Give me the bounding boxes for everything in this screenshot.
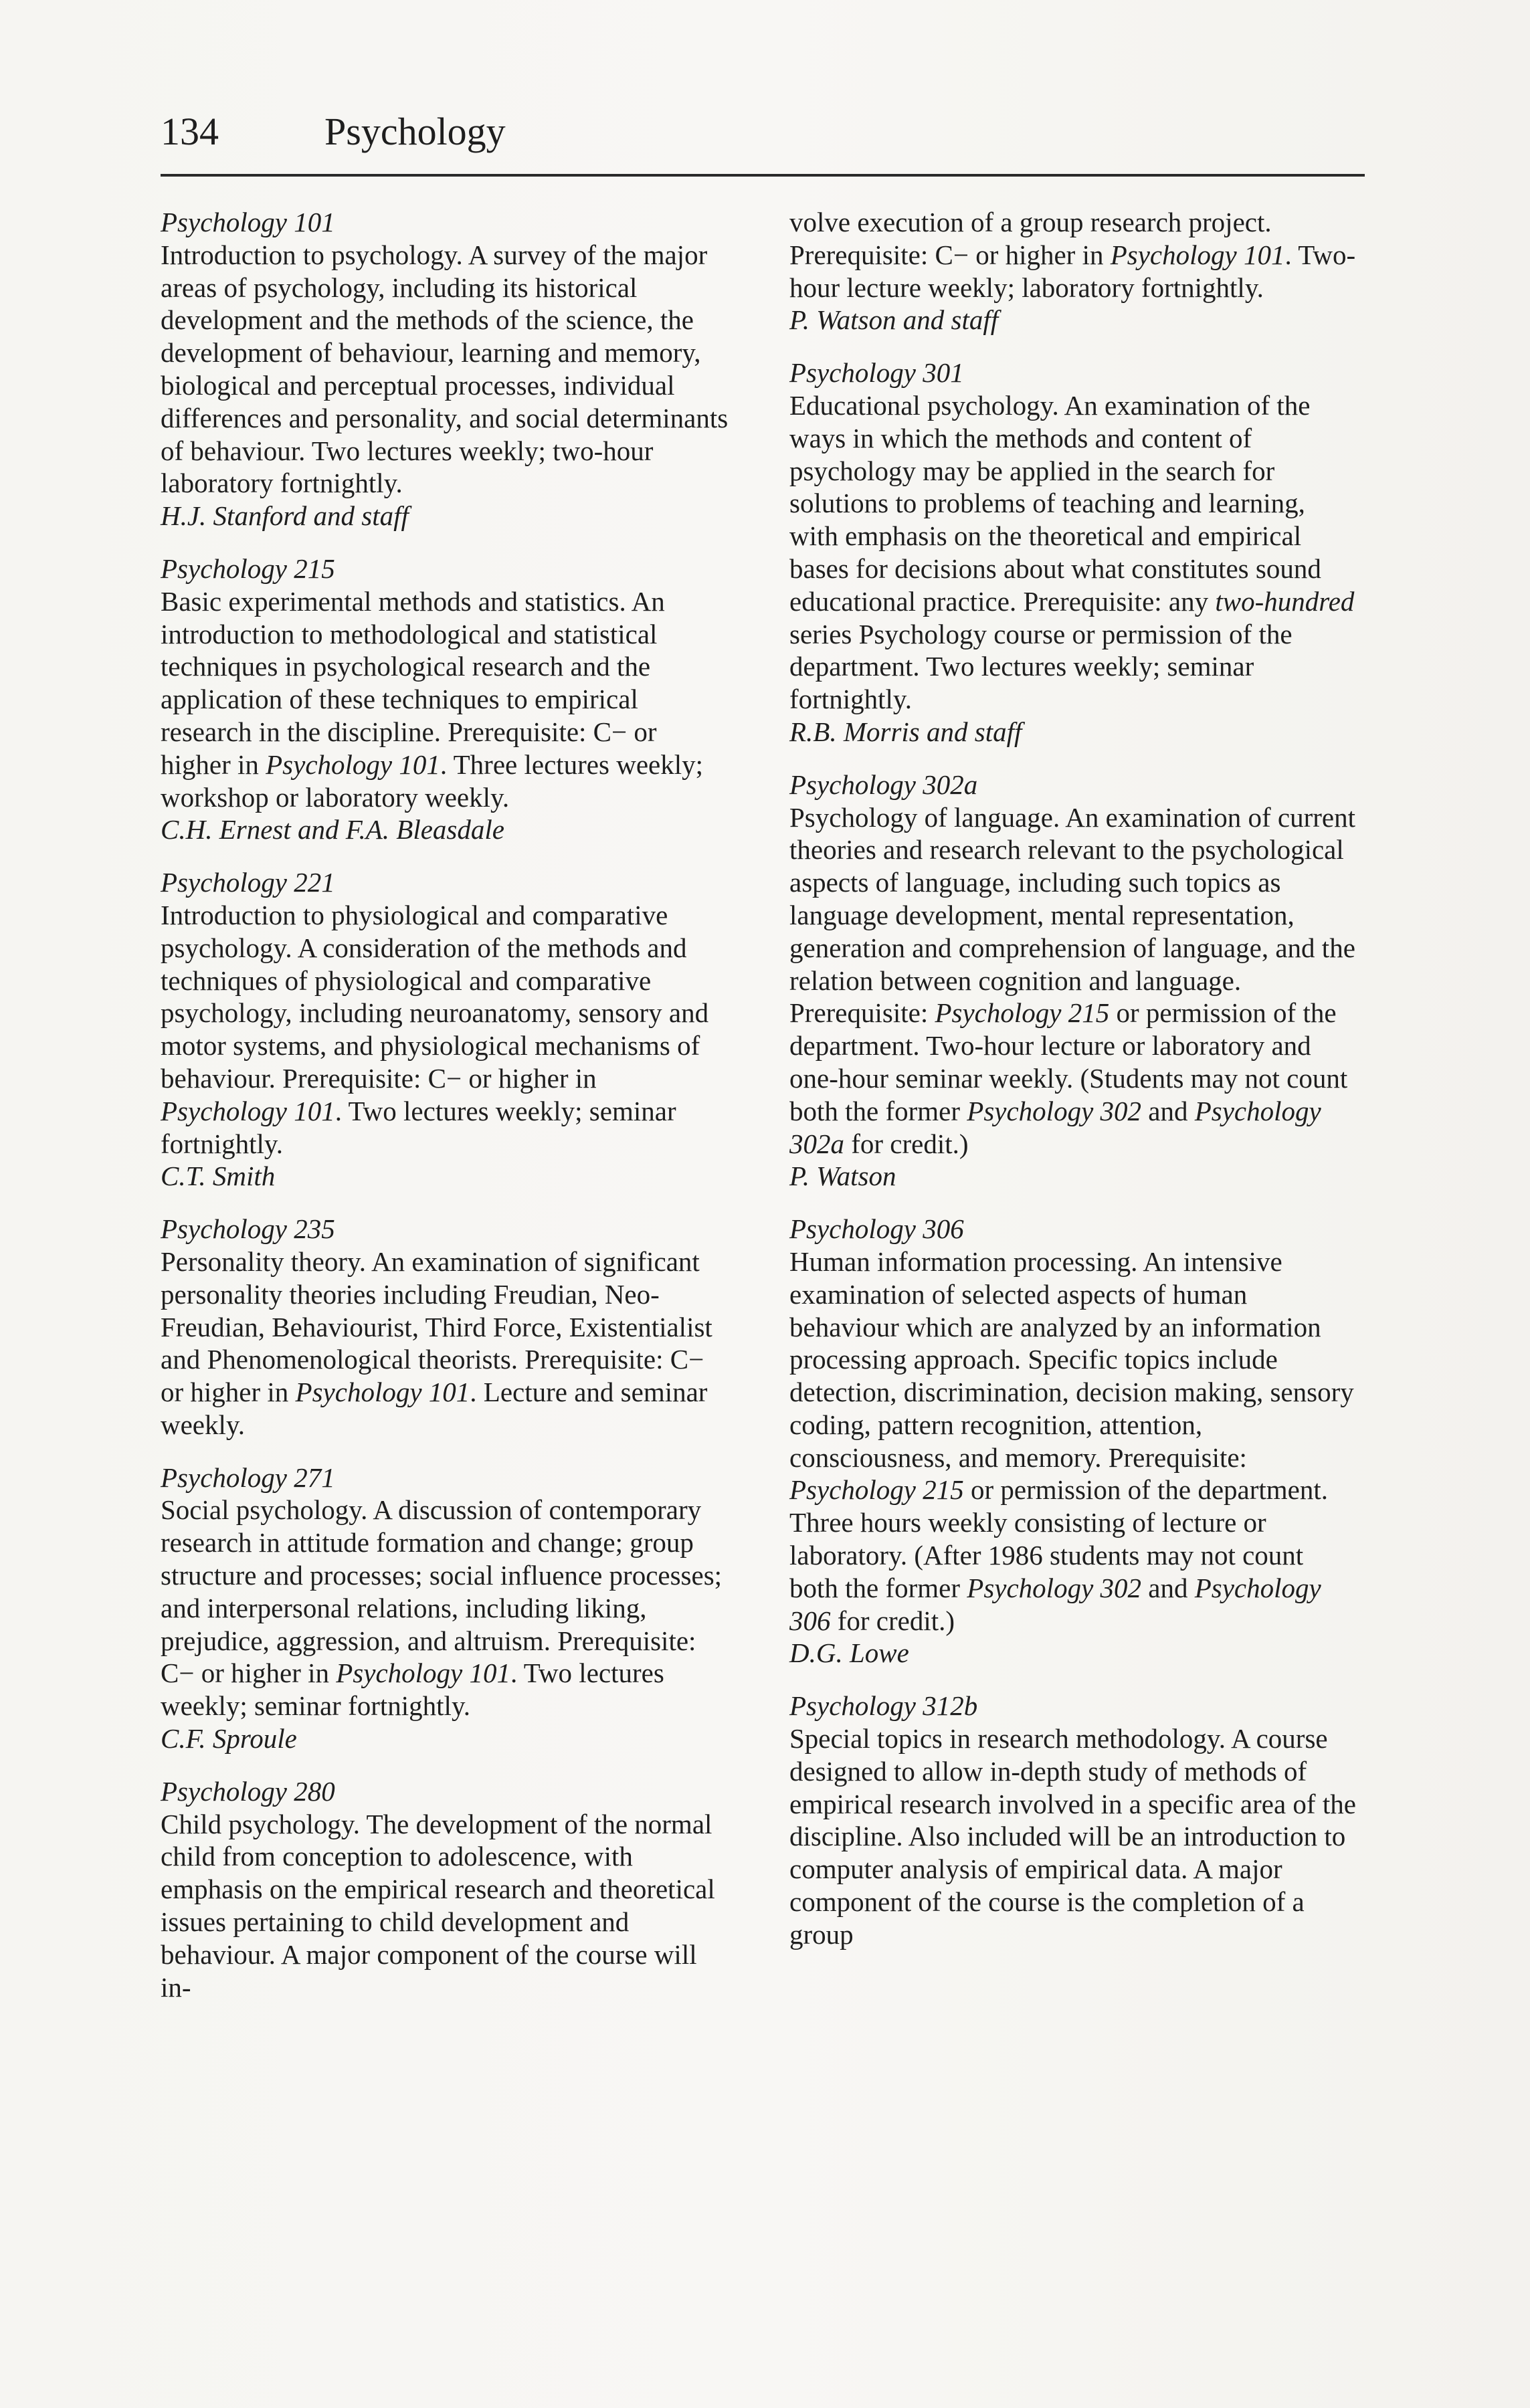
course-title: Psychology 271 (161, 1462, 335, 1493)
course-description: Child psychology. The development of the normal child from conception to adolescence, with emphasis on the empirical research and theoretical issues pertaining to child development and behaviour. A major component of the course will in- (161, 1808, 715, 2003)
course-title: Psychology 302a (789, 769, 978, 800)
course-title: Psychology 215 (161, 553, 335, 584)
course-description: volve execution of a group research project. Prerequisite: C− or higher in Psychology 101. Two-hour lecture weekly; laboratory fortnightly. (789, 207, 1356, 303)
course-entry (789, 357, 1358, 748)
course-description: Human information processing. An intensive examination of selected aspects of human behaviour which are analyzed by an information processing approach. Specific topics include detection, discrimination, decision making, sensory coding, pattern recognition, attention, consciousness, and memory. Prerequisite: Psychology 215 or permission of the department. Three hours weekly consisting of lecture or laboratory. (After 1986 students may not count both the former Psychology 302 and Psychology 306 for credit.) (789, 1245, 1354, 1636)
course-instructor: C.T. Smith (161, 1161, 276, 1192)
course-instructor: R.B. Morris and staff (789, 716, 1022, 747)
course-entry (161, 1462, 729, 1755)
course-instructor: D.G. Lowe (789, 1637, 909, 1669)
course-entry (789, 1690, 1358, 1950)
course-title: Psychology 301 (789, 357, 964, 389)
course-instructor: C.H. Ernest and F.A. Bleasdale (161, 814, 504, 845)
course-title: Psychology 306 (789, 1213, 964, 1245)
course-entry (161, 866, 729, 1193)
left-column (161, 206, 729, 2003)
course-description: Introduction to psychology. A survey of the major areas of psychology, including its historical development and the methods of the science, the development of behaviour, learning and memory, biological and perceptual processes, individual differences and personality, and social determinants of behaviour. Two lectures weekly; two-hour laboratory fortnightly. (161, 239, 729, 499)
course-title: Psychology 101 (161, 207, 335, 237)
course-instructor: P. Watson and staff (789, 304, 999, 336)
course-entry (161, 1775, 729, 2004)
course-instructor: C.F. Sproule (161, 1723, 297, 1754)
course-title: Psychology 235 (161, 1213, 335, 1245)
course-instructor: P. Watson (789, 1161, 896, 1192)
page-header (161, 107, 1365, 177)
course-description: Special topics in research methodology. A course designed to allow in-depth study of methods of empirical research involved in a specific area of the discipline. Also included will be an introduction to computer analysis of empirical data. A major component of the course is the completion of a group (789, 1723, 1356, 1950)
course-entry (789, 206, 1358, 336)
course-description: Personality theory. An examination of significant personality theories including Freudian, Neo-Freudian, Behaviourist, Third Force, Existentialist and Phenomenological theorists. Prerequisite: C− or higher in Psychology 101. Lecture and seminar weekly. (161, 1245, 712, 1440)
course-description: Basic experimental methods and statistics. An introduction to methodological and statistical techniques in psychological research and the application of these techniques to empirical research in the discipline. Prerequisite: C− or higher in Psychology 101. Three lectures weekly; workshop or laboratory weekly. (161, 585, 703, 813)
right-column (789, 206, 1358, 1951)
course-instructor: H.J. Stanford and staff (161, 500, 409, 532)
course-description: Social psychology. A discussion of contemporary research in attitude formation and change; group structure and processes; social influence processes; and interpersonal relations, including liking, prejudice, aggression, and altruism. Prerequisite: C− or higher in Psychology 101. Two lectures weekly; seminar fortnightly. (161, 1494, 723, 1722)
course-entry (789, 1213, 1358, 1670)
course-description: Introduction to physiological and comparative psychology. A consideration of the methods and techniques of physiological and comparative psychology, including neuroanatomy, sensory and motor systems, and physiological mechanisms of behaviour. Prerequisite: C− or higher in Psychology 101. Two lectures weekly; seminar fortnightly. (161, 899, 709, 1159)
course-entry (161, 1213, 729, 1441)
page-number: 134 (161, 110, 219, 153)
course-entry (161, 206, 729, 532)
course-entry (789, 769, 1358, 1193)
course-entry (161, 553, 729, 846)
course-title: Psychology 312b (789, 1690, 978, 1722)
course-description: Educational psychology. An examination of the ways in which the methods and content of psychology may be applied in the search for solutions to problems of teaching and learning, with emphasis on the theoretical and empirical bases for decisions about what constitutes sound educational practice. Prerequisite: any two-hundred series Psychology course or permission of the department. Two lectures weekly; seminar fortnightly. (789, 389, 1355, 715)
course-title: Psychology 221 (161, 867, 335, 898)
page-title: Psychology (324, 110, 506, 153)
course-description: Psychology of language. An examination of current theories and research relevant to the psychological aspects of language, including such topics as language development, mental representation, generation and comprehension of language, and the relation between cognition and language. Prerequisite: Psychology 215 or permission of the department. Two-hour lecture or laboratory and one-hour seminar weekly. (Students may not count both the former Psychology 302 and Psychology 302a for credit.) (789, 801, 1355, 1159)
course-title: Psychology 280 (161, 1775, 335, 1807)
